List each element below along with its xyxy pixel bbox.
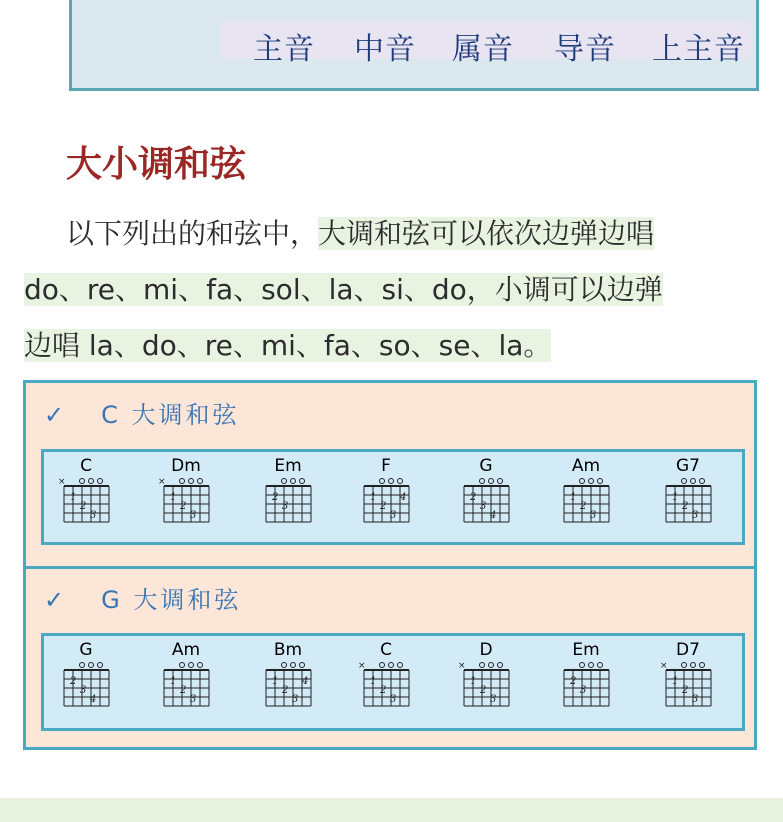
group-heading-c-major — [44, 395, 240, 430]
fretboard-grid — [356, 658, 416, 720]
svg-text:1: 1 — [70, 492, 77, 503]
svg-text:3: 3 — [580, 685, 587, 696]
chord-diagram — [56, 456, 116, 536]
chord-diagram — [658, 640, 718, 720]
svg-text:2: 2 — [380, 501, 387, 512]
svg-text:3: 3 — [190, 510, 197, 521]
fretboard-grid — [56, 658, 116, 720]
svg-text:1: 1 — [672, 492, 679, 503]
chord-name: D7 — [676, 640, 700, 660]
chord-diagram — [456, 640, 516, 720]
svg-text:1: 1 — [170, 492, 177, 503]
chord-diagram — [56, 640, 116, 720]
fretboard-grid — [658, 474, 718, 536]
chord-strip-g-major — [41, 633, 745, 731]
fretboard-grid — [56, 474, 116, 536]
group-title: G 大调和弦 — [101, 586, 242, 614]
svg-text:2: 2 — [480, 685, 487, 696]
svg-text:3: 3 — [480, 501, 487, 512]
chord-diagram — [556, 640, 616, 720]
svg-text:2: 2 — [180, 501, 187, 512]
degree-leading-tone: 导音 — [554, 32, 616, 67]
chord-name: C — [80, 456, 92, 476]
svg-text:2: 2 — [70, 676, 77, 687]
chord-diagram — [156, 456, 216, 536]
chord-diagram — [156, 640, 216, 720]
paragraph-line-3 — [24, 322, 764, 370]
svg-text:3: 3 — [590, 510, 597, 521]
svg-text:2: 2 — [272, 492, 279, 503]
chord-name: Em — [274, 456, 302, 476]
degree-mediant: 中音 — [354, 32, 416, 67]
chord-name: C — [380, 640, 392, 660]
svg-text:1: 1 — [570, 492, 577, 503]
svg-text:3: 3 — [292, 694, 299, 705]
svg-text:2: 2 — [80, 501, 87, 512]
fretboard-grid — [556, 658, 616, 720]
fretboard-grid — [156, 658, 216, 720]
chords-panel — [23, 380, 757, 750]
svg-text:2: 2 — [682, 501, 689, 512]
check-icon: ✓ — [44, 401, 68, 429]
group-divider — [26, 566, 754, 569]
chord-strip-c-major — [41, 449, 745, 545]
chord-name: Am — [571, 456, 601, 476]
paragraph-line-3-text: 边唱 la、do、re、mi、fa、so、se、la。 — [24, 329, 552, 362]
svg-text:1: 1 — [272, 676, 279, 687]
bottom-band — [0, 798, 783, 822]
svg-text:3: 3 — [190, 694, 197, 705]
svg-text:×: × — [158, 477, 166, 487]
chord-name: Am — [171, 640, 201, 660]
chord-diagram — [258, 640, 318, 720]
degree-dominant: 属音 — [452, 32, 514, 67]
svg-text:2: 2 — [470, 492, 477, 503]
fretboard-grid — [456, 474, 516, 536]
chord-name: G — [79, 640, 93, 660]
chord-name: D — [479, 640, 493, 660]
svg-text:1: 1 — [470, 676, 477, 687]
svg-text:4: 4 — [400, 492, 407, 503]
chord-diagram — [356, 640, 416, 720]
svg-text:1: 1 — [370, 492, 377, 503]
svg-text:×: × — [458, 661, 466, 671]
fretboard-grid — [658, 658, 718, 720]
section-title: 大小调和弦 — [66, 144, 247, 185]
chord-name: Bm — [273, 640, 303, 660]
fretboard-grid — [258, 658, 318, 720]
fretboard-grid — [556, 474, 616, 536]
svg-text:4: 4 — [90, 694, 97, 705]
fretboard-grid — [156, 474, 216, 536]
chord-diagram — [356, 456, 416, 536]
paragraph-line-1-highlight: 大调和弦可以依次边弹边唱 — [318, 217, 655, 250]
group-heading-g-major — [44, 580, 241, 615]
svg-text:1: 1 — [672, 676, 679, 687]
svg-text:×: × — [358, 661, 366, 671]
svg-text:2: 2 — [580, 501, 587, 512]
check-icon: ✓ — [44, 586, 68, 614]
chord-name: Em — [572, 640, 600, 660]
degree-supertonic: 上主音 — [652, 32, 745, 67]
svg-text:2: 2 — [282, 685, 289, 696]
scale-degrees-box — [69, 0, 759, 91]
svg-text:×: × — [58, 477, 66, 487]
svg-text:×: × — [660, 661, 668, 671]
chord-name: Dm — [171, 456, 201, 476]
group-title: C 大调和弦 — [101, 401, 240, 429]
svg-text:4: 4 — [302, 676, 309, 687]
scale-degrees-row — [220, 21, 751, 67]
svg-text:3: 3 — [692, 694, 699, 705]
svg-text:1: 1 — [170, 676, 177, 687]
fretboard-grid — [456, 658, 516, 720]
svg-text:3: 3 — [282, 501, 289, 512]
svg-text:2: 2 — [380, 685, 387, 696]
chord-diagram — [258, 456, 318, 536]
chord-diagram — [658, 456, 718, 536]
svg-text:3: 3 — [80, 685, 87, 696]
svg-text:2: 2 — [180, 685, 187, 696]
chord-diagram — [456, 456, 516, 536]
chord-name: G — [479, 456, 493, 476]
paragraph-line-2 — [24, 266, 764, 314]
paragraph-line-1 — [24, 210, 764, 258]
chord-diagram — [556, 456, 616, 536]
svg-text:2: 2 — [682, 685, 689, 696]
svg-text:1: 1 — [370, 676, 377, 687]
svg-text:3: 3 — [390, 694, 397, 705]
svg-text:3: 3 — [90, 510, 97, 521]
chord-name: G7 — [676, 456, 700, 476]
svg-text:2: 2 — [570, 676, 577, 687]
svg-text:3: 3 — [490, 694, 497, 705]
fretboard-grid — [356, 474, 416, 536]
svg-text:3: 3 — [390, 510, 397, 521]
paragraph-line-2-text: do、re、mi、fa、sol、la、si、do，小调可以边弹 — [24, 273, 663, 306]
chord-name: F — [381, 456, 391, 476]
svg-text:3: 3 — [692, 510, 699, 521]
paragraph-line-1-plain: 以下列出的和弦中， — [66, 217, 319, 250]
degree-tonic: 主音 — [253, 32, 315, 67]
fretboard-grid — [258, 474, 318, 536]
svg-text:4: 4 — [490, 510, 497, 521]
